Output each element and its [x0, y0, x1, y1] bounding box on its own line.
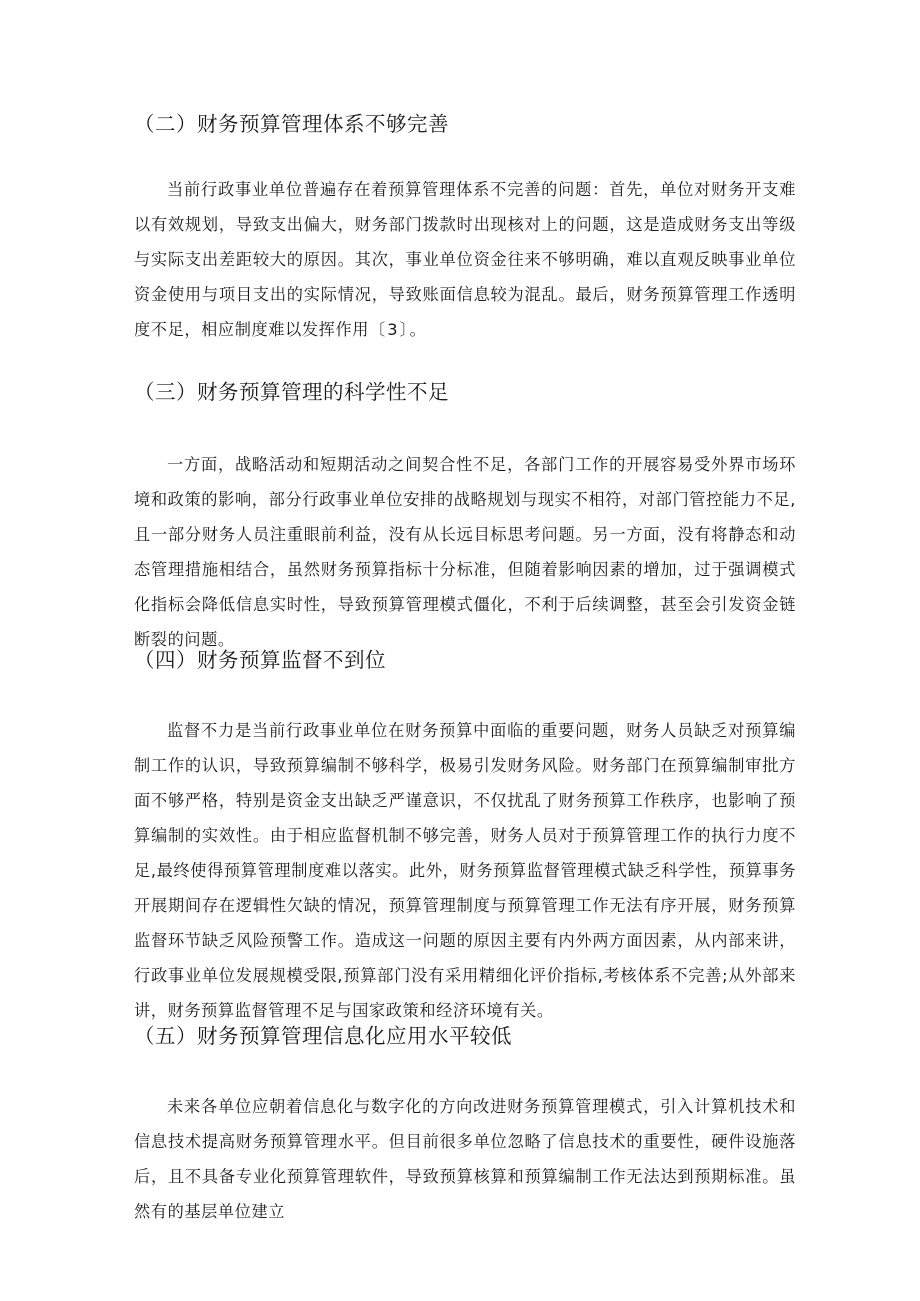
paragraph-text: 当前行政事业单位普遍存在着预算管理体系不完善的问题：首先，单位对财务开支难以有效规划，导致支出偏大，财务部门拨款时出现核对上的问题，这是造成财务支出等级与实际支出差距较大的原因。其次，事业单位资金往来不够明确，难以直观反映事业单位资金使用与项目支出的实际情况，导致账面信息较为混乱。最后，财务预算管理工作透明度不足，相应制度难以发挥作用: [134, 180, 796, 339]
citation: 〔3〕。: [369, 320, 428, 339]
section-heading: （五）财务预算管理信息化应用水平较低: [134, 1024, 512, 1048]
section-2: [134, 109, 796, 347]
section-3: [134, 377, 796, 657]
section-5: [134, 1021, 796, 1229]
section-paragraph: 一方面，战略活动和短期活动之间契合性不足，各部门工作的开展容易受外界市场环境和政策的影响，部分行政事业单位安排的战略规划与现实不相符，对部门管控能力不足,且一部分财务人员注重眼前利益，没有从长远目标思考问题。另一方面，没有将静态和动态管理措施相结合，虽然财务预算指标十分标准，但随着影响因素的增加，过于强调模式化指标会降低信息实时性，导致预算管理模式僵化，不利于后续调整，甚至会引发资金链断裂的问题。: [134, 455, 796, 649]
section-heading: （二）财务预算管理体系不够完善: [134, 112, 449, 136]
section-heading: （三）财务预算管理的科学性不足: [134, 380, 449, 404]
section-paragraph: 监督不力是当前行政事业单位在财务预算中面临的重要问题，财务人员缺乏对预算编制工作的认识，导致预算编制不够科学，极易引发财务风险。财务部门在预算编制审批方面不够严格，特别是资金支出缺乏严谨意识，不仅扰乱了财务预算工作秩序，也影响了预算编制的实效性。由于相应监督机制不够完善，财务人员对于预算管理工作的执行力度不足,最终使得预算管理制度难以落实。此外，财务预算监督管理模式缺乏科学性，预算事务开展期间存在逻辑性欠缺的情况，预算管理制度与预算管理工作无法有序开展，财务预算监督环节缺乏风险预警工作。造成这一问题的原因主要有内外两方面因素，从内部来讲，行政事业单位发展规模受限,预算部门没有采用精细化评价指标,考核体系不完善;从外部来讲，财务预算监督管理不足与国家政策和经济环境有关。: [134, 721, 796, 1020]
section-heading: （四）财务预算监督不到位: [134, 648, 386, 672]
section-4: [134, 645, 796, 1028]
section-paragraph: [134, 172, 796, 347]
section-paragraph: 未来各单位应朝着信息化与数字化的方向改进财务预算管理模式，引入计算机技术和信息技术提高财务预算管理水平。但目前很多单位忽略了信息技术的重要性，硬件设施落后，且不具备专业化预算管理软件，导致预算核算和预算编制工作无法达到预期标准。虽然有的基层单位建立: [134, 1097, 796, 1221]
